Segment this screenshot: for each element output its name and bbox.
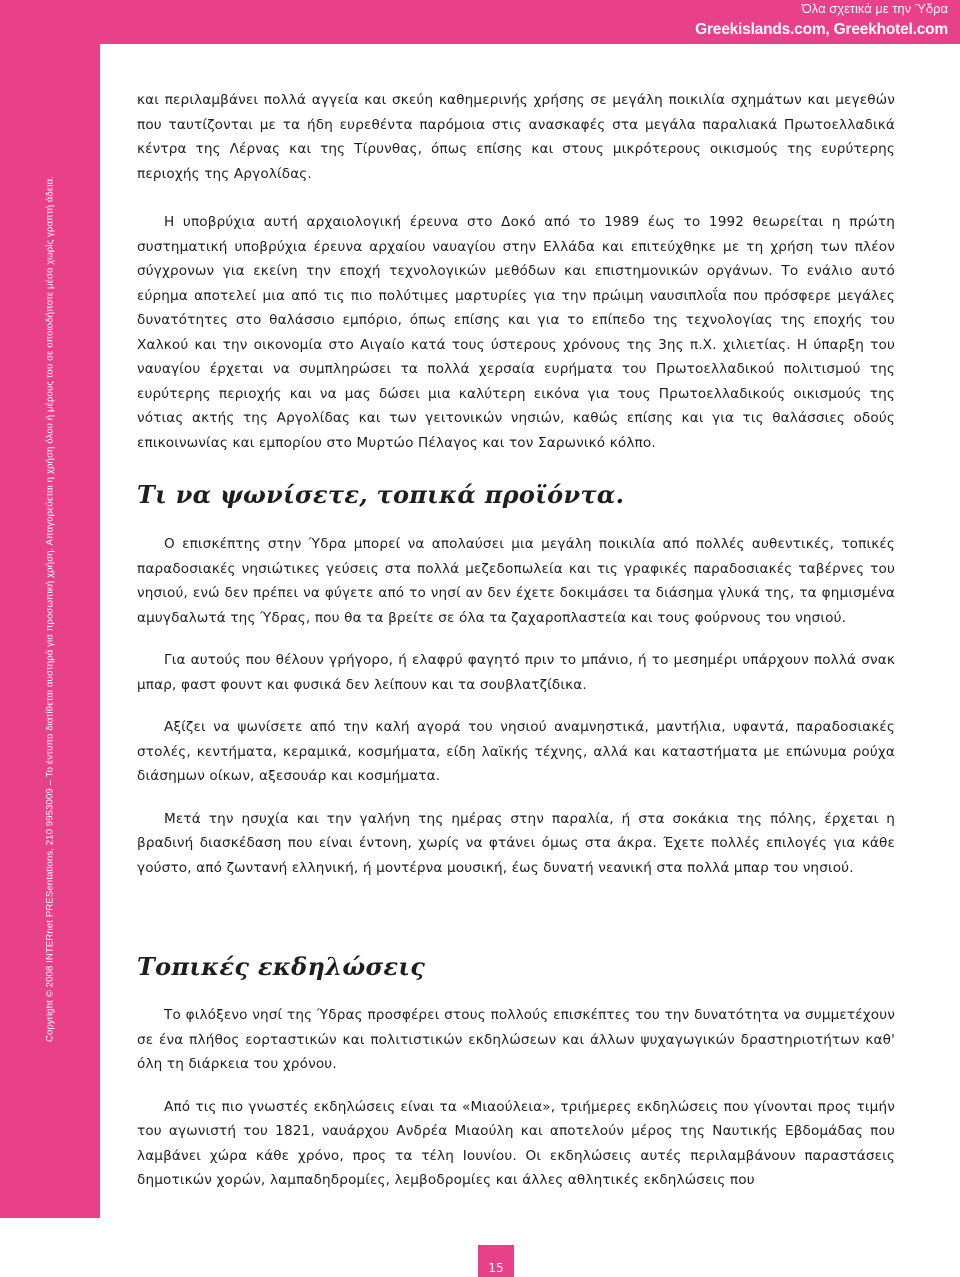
page-number: 15 (488, 1261, 504, 1275)
events-heading: Τοπικές εκδηλώσεις (137, 952, 426, 981)
copyright-notice: Copyright © 2008 INTERnet PRESentations, 210 9953009 – Το έντυπο διατίθεται αυστηρά για προσωπική χρήση. Απαγορεύεται η χρήση όλου ή μέρους του σε οποιοδήποτε μέσο χωρίς γραπτή άδεια. (44, 175, 56, 1043)
shopping-paragraph-2: Για αυτούς που θέλουν γρήγορο, ή ελαφρύ φαγητό πριν το μπάνιο, ή το μεσημέρι υπάρχουν πολλά σνακ μπαρ, φαστ φουντ και φυσικά δεν λείπουν και τα σουβλατζίδικα. (137, 652, 895, 693)
header-tagline: Όλα σχετικά με την Ύδρα (801, 1, 948, 16)
events-paragraph-1: Το φιλόξενο νησί της Ύδρας προσφέρει στους πολλούς επισκέπτες του την δυνατότητα να συμμετέχουν σε ένα πλήθος εορταστικών και πολιτιστικών εκδηλώσεων και άλλων ψυχαγωγικών δραστηριοτήτων καθ' όλη τη διάρκεια του χρόνου. (137, 1007, 895, 1072)
shopping-paragraph-3: Αξίζει να ψωνίσετε από την καλή αγορά του νησιού αναμνηστικά, μαντήλια, υφαντά, παραδοσιακές στολές, κεντήματα, κεραμικά, κοσμήματα, είδη λαϊκής τέχνης, αλλά και καταστήματα με επώνυμα ρούχα διάσημων οίκων, αξεσουάρ και κοσμήματα. (137, 719, 895, 784)
shopping-paragraph-4: Μετά την ησυχία και την γαλήνη της ημέρας στην παραλία, ή στα σοκάκια της πόλης, έρχεται η βραδινή διασκέδαση που είναι έντονη, χωρίς να φτάνει όμως στα άκρα. Έχετε πολλές επιλογές για κάθε γούστο, από ζωντανή ελληνική, ή μοντέρνα μουσική, έως δυνατή νεανική στα πολλά μπαρ του νησιού. (137, 810, 895, 876)
shopping-paragraph-1: Ο επισκέπτης στην Ύδρα μπορεί να απολαύσει μια μεγάλη ποικιλία από πολλές αυθεντικές, τοπικές παραδοσιακές νησιώτικες γεύσεις στα πολλά μεζεδοπωλεία και τις γραφικές παραδοσιακές ταβέρνες του νησιού, ενώ δεν πρέπει να φύγετε από το νησί αν δεν έχετε δοκιμάσει τα διάσημα γλυκά της, τα φημισμένα αμυγδαλωτά της Ύδρας, που θα τα βρείτε σε όλα τα ζαχαροπλαστεία και τους φούρνους του νησιού. (137, 536, 895, 626)
sidebar-band (0, 0, 100, 1218)
header-band (100, 0, 960, 44)
shopping-section (137, 480, 895, 880)
header-sites: Greekislands.com, Greekhotel.com (695, 21, 948, 38)
shopping-heading: Τι να ψωνίσετε, τοπικά προϊόντα. (137, 480, 625, 509)
intro-paragraph-2: Η υποβρύχια αυτή αρχαιολογική έρευνα στο Δοκό από το 1989 έως το 1992 θεωρείται η πρώτη συστηματική υποβρύχια έρευνα αρχαίου ναυαγίου στην Ελλάδα και επιτεύχθηκε με τη χρήση των πλέον σύγχρονων για εκείνη την εποχή τεχνολογικών μεθόδων και επιστημονικών οργάνων. Το ενάλιο αυτό εύρημα αποτελεί μια από τις πιο πολύτιμες μαρτυρίες για την πρώιμη ναυσιπλοΐα που πρόσφερε μεγάλες δυνατότητες στο θαλάσσιο εμπόριο, όπως επίσης και για το επίπεδο της τεχνολογίας της εποχής του Χαλκού και την οικονομία στο Αιγαίο κατά τους ύστερους χρόνους της 3ης π.Χ. χιλιετίας. Η ύπαρξη του ναυαγίου έρχεται να συμπληρώσει τα πολλά χερσαία ευρήματα του Πρωτοελλαδικού πολιτισμού της ευρύτερης περιοχής και να μας δώσει μια καλύτερη εικόνα για τους Πρωτοελλαδικούς οικισμούς της νότιας ακτής της Αργολίδας και των γειτονικών νησιών, καθώς επίσης και για τις θαλάσσιες οδούς επικοινωνίας και εμπορίου στο Μυρτώο Πέλαγος και τον Σαρωνικό κόλπο. (137, 214, 895, 451)
events-paragraph-2: Από τις πιο γνωστές εκδηλώσεις είναι τα «Μιαούλεια», τριήμερες εκδηλώσεις που γίνονται προς τιμήν του αγωνιστή του 1821, ναυάρχου Ανδρέα Μιαούλη και αποτελούν μέρος της Ναυτικής Εβδομάδας που λαμβάνει χώρα κάθε χρόνο, προς τα τέλη Ιουνίου. Οι εκδηλώσεις αυτές περιλαμβάνουν παραστάσεις δημοτικών χορών, λαμπαδηδρομίες, λεμβοδρομίες και άλλες αθλητικές εκδηλώσεις που (137, 1098, 895, 1188)
events-section (137, 952, 895, 1193)
page-number-tab (478, 1245, 514, 1277)
intro-paragraph-1: και περιλαμβάνει πολλά αγγεία και σκεύη καθημερινής χρήσης σε μεγάλη ποικιλία σχημάτων και μεγεθών που ταυτίζονται με τα ήδη ευρεθέντα παρόμοια στις ανασκαφές στα μεγάλα παραλιακά Πρωτοελλαδικά κέντρα της Λέρνας και της Τίρυνθας, όπως επίσης και στους μικρότερους οικισμούς της ευρύτερης περιοχής της Αργολίδας. (137, 92, 895, 182)
intro-section (137, 88, 895, 455)
